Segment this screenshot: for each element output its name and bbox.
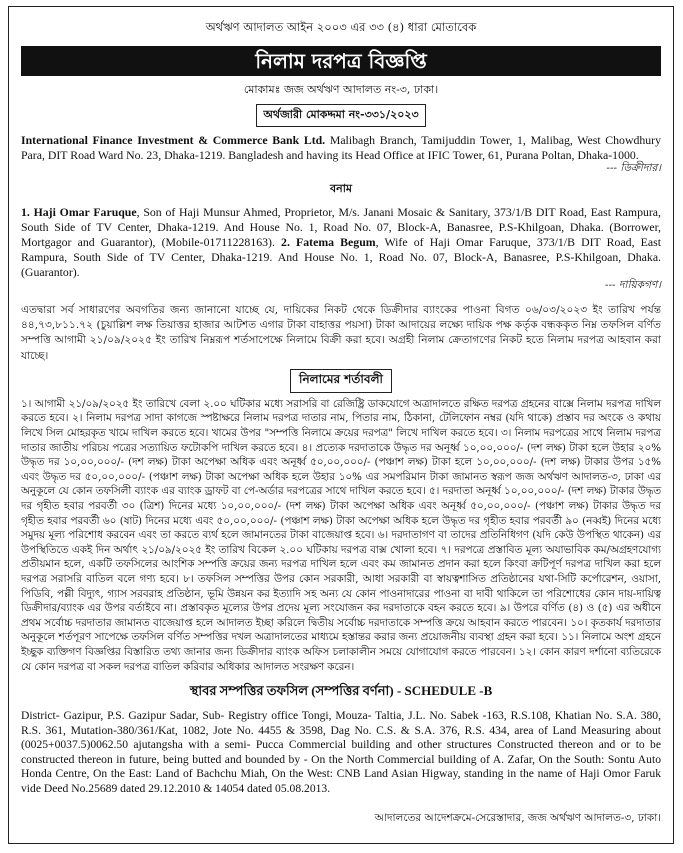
notice-title: নিলাম দরপত্র বিজ্ঞপ্তি: [21, 46, 661, 76]
terms-heading-wrap: [21, 368, 661, 393]
case-number-wrap: [21, 100, 661, 127]
terms-heading: নিলামের শর্তাবলী: [290, 369, 392, 393]
case-number: অর্থজারী মোকদ্দমা নং-৩৩১/২০২৩: [256, 104, 425, 127]
act-line: অর্থঋণ আদালত আইন ২০০৩ এর ৩৩ (৪) ধারা মোতাবেক: [205, 20, 477, 34]
defendant-1-details: , Son of Haji Munsur Ahmed, Proprietor, M/s. Janani Mosaic & Sanitary, 373/1/B DIT Road, East Rampura, South Side of TV Center, Dhaka-1219. And House No. 1, Road No. 07, Block-A, Banasree, P.S-Khilgoan, Dhaka. (Borrower, Mortgagor and Guarantor), (Mobile-01711228163).: [21, 205, 661, 249]
schedule-heading: [21, 682, 661, 703]
plaintiff-name: International Finance Investment & Commerce Bank Ltd.: [21, 133, 326, 147]
defendant-2-name: 2. Fatema Begum: [281, 235, 376, 249]
defendants-block: [21, 205, 661, 280]
versus-label: বনাম: [330, 182, 352, 195]
defendants-role: --- দায়িকগণ।: [604, 279, 661, 291]
plaintiff-block: [21, 133, 661, 163]
schedule-heading-bn: স্থাবর সম্পত্তির তফসিল (সম্পত্তির বর্ণনা): [189, 683, 394, 699]
notice-page: [8, 6, 674, 844]
schedule-heading-en: - SCHEDULE -B: [393, 683, 493, 699]
terms-paragraph: ১। আগামী ২১/০৯/২০২৫ ইং তারিখে বেলা ২.০০ ঘটিকার মধ্যে সরাসরি বা রেজিষ্ট্রি ডাকযোগে অত্রাদালতে রক্ষিত দরপত্র গ্রহনের বাক্সে নিলাম দরপত্র দাখিল করতে হবে। ২। নিলাম দরপত্র সাদা কাগজে স্পষ্টাক্ষরে নিলাম দরপত্র দাতার নাম, পিতার নাম, ঠিকানা, টেলিফোন নম্বর (যদি থাকে) প্রস্তাব দর অংকে ও কথায় লিখে সিল মোহরকৃত খামে দাখিল করতে হবে। খামের উপর "সম্পত্তি নিলামে ক্রয়ের দরপত্র" লিখে দাখিল করতে হবে। ৩। নিলাম দরপত্রের সাথে নিলাম দরপত্র দাতার জাতীয় পরিচয় পত্রের সত্যায়িত ফটোকপি দাখিল করতে হবে। ৪। প্রত্যেক দরদাতাকে উদ্ধৃত দর অনূর্ধ্ব ১০,০০,০০০/- (দশ লক্ষ) টাকা হলে উহার ২০% উদ্ধৃত দর ১০,০০,০০০/- (দশ লক্ষ) টাকা অপেক্ষা অধিক এবং অনূর্ধ্ব ৫০,০০,০০০/- (পঞ্চাশ লক্ষ) টাকা হলে ১০,০০,০০০/- (দশ লক্ষ) টাকার উপর ১৫% এবং উদ্ধৃত দর ৫০,০০,০০০/- (পঞ্চাশ লক্ষ) টাকা অপেক্ষা অধিক হলে উহার ১০% এর সমপরিমান টাকা জামানত স্বরূপ জজ অর্থঋণ আদালত-৩, ঢাকা এর অনুকূলে যে কোন তফসিলী ব্যাংক এর ব্যাংক ড্রাফট বা পে-অর্ডার দরপত্রের সাথে দাখিল করতে হবে। ৫। দরদাতা অনূর্ধ্ব ১০,০০,০০০/- (দশ লক্ষ) টাকার উদ্ধৃত দর গৃহীত হবার পরবর্তী ৩০ (ত্রিশ) দিনের মধ্যে ১০,০০,০০০/- (দশ লক্ষ) টাকা অপেক্ষা অধিক এবং অনূর্ধ্ব ৫০,০০,০০০/- (পঞ্চাশ লক্ষ) টাকার উদ্ধৃত দর গৃহীত হবার পরবর্তী ৬০ (ষাট) দিনের মধ্যে এবং ৫০,০০,০০০/- (পঞ্চাশ লক্ষ) টাকা অপেক্ষা অধিক হলে উদ্ধৃত দর গৃহীত হবার পরবর্তী ৯০ (নব্বই) দিনের মধ্যে সমুদয় মূল্য পরিশোধ করবেন এবং তা করতে ব্যর্থ হলে জামানতের টাকা বাজেয়াপ্ত হবে। ৬। দরদাতাগণ বা তাদের প্রতিনিধিগণ (যদি কেউ উপস্থিত থাকেন) এর উপস্থিতিতে একই দিন অর্থাৎ ২১/০৯/২০২৫ ইং তারিখ বিকেল ২.০০ ঘটিকায় দরপত্র বাক্স খোলা হবে। ৭। দরপত্রে প্রস্তাবিত মূল্য অযাভাবিক কম/অগ্রহণযোগ্য প্রতীয়মান হলে, একটি তফসিলের আংশিক সম্পত্তি ক্রয়ের জন্য দরপত্র দাখিল হলে এবং কম জামানত প্রদান করা হলে কিংবা ক্রটিপূর্ণ দরপত্র দাখিল করা হলে দরপত্র সরাসরি বাতিল বলে গণ্য হবে। ৮। তফসিল সম্পত্তির উপর কোন সরকারী, আধা সরকারী বা স্বায়ত্বশাসিত প্রতিষ্ঠানের যথা-সিটি কর্পোরেশন, ওয়াসা, পিডিবি, পল্লী বিদ্যুৎ, গ্যাস সরবরাহ প্রতিষ্ঠান, ভূমি উন্নয়ন কর ইত্যাদি সহ অন্য যে কোন পাওনাদারের পাওনা বা দাবী থাকিলে তা পরিশোধের কোন দায়-দায়িত্ব ডিক্রীদার/ব্যাংক এর উপর বর্তাইবে না। প্রস্তাবকৃত মূল্যের উপর প্রদেয় মূল্য সংযোজন কর দরদাতাকে বহন করতে হবে। ৯। উপরে বর্ণিত (৪) ও (৫) এর অধীনে প্রথম সর্বোচ্চ দরদাতার জামানত বাজেয়াপ্ত হলে আদালত ইচ্ছা করিলে দ্বিতীয় সর্বোচ্চ দরদাতাকে সম্পত্তি ক্রয়ে আহবান করতে পারবেন। ১০। কৃতকার্য দরদাতার অনুকূলে শর্তপূরণ সাপেক্ষে তফসিল বর্ণিত সম্পত্তির দখল অত্রাদালতের মাধ্যমে হস্তান্তর করার জন্য প্রয়োজনীয় ব্যবস্থা গ্রহন করা হবে। ১১। নিলামে অংশ গ্রহনে ইচ্ছুক ব্যক্তিগণ বিজ্ঞপ্তির বিস্তারিত তথ্য জানার জন্য ডিক্রীদার ব্যাংক অফিস চলাকালীন সময়ে যোগাযোগ করতে পারবেন। ১২। কোন কারণ দর্শানো ব্যতিরেকে যে কোন দরপত্র বা সকল দরপত্র বাতিল করিবার অধিকার আদালত সংরক্ষণ করেন।: [21, 397, 661, 673]
plaintiff-details: Malibagh Branch, Tamijuddin Tower, 1, Malibag, West Chowdhury Para, DIT Road Ward No. 23, Dhaka-1219. Bangladesh and having its Head Office at IFIC Tower, 61, Purana Poltan, Dhaka-1000.: [21, 133, 661, 162]
notice-paragraph: এতদ্বারা সর্ব সাধারণের অবগতির জন্য জানানো যাচ্ছে যে, দায়িকের নিকট থেকে ডিক্রীদার ব্যাংকের পাওনা বিগত ০৬/০৩/২০২৩ ইং তারিখ পর্যন্ত ৪৪,৭৩,৮১১.৭২ (চুয়াল্লিশ লক্ষ তিয়াত্তর হাজার আটশত এগার টাকা বাহাত্তর পয়সা) টাকা আদায়ের লক্ষ্যে দায়িক পক্ষ কর্তৃক বন্ধককৃত নিম্ন তফসিল বর্ণিত সম্পত্তি আগামী ২১/০৯/২০২৫ ইং তারিখ নিম্নরূপ শর্তসাপেক্ষে নিলামে বিক্রী করা হবে। অগ্রহী নিলাম ক্রেতাগণের নিকট হতে নিলাম দরপত্র আহবান করা যাচ্ছে।: [21, 304, 662, 362]
schedule-text: District- Gazipur, P.S. Gazipur Sadar, Sub- Registry office Tongi, Mouza- Taltia, J.L. No. Sabek -163, R.S.108, Khatian No. S.A. 380, R.S. 361, Mutation-380/361/Kat, 1082, Jote No. 4455 & 3598, Dag No. C.S. & S.A. 376, R.S. 434, area of Land Measuring about (0025+0037.5)0062.50 ajutangsha with a semi- Pucca Commercial building and other structures Constructed thereon and or to be constructed thereon in future, being butted and bounded by - On the North Commercial building of A. Zafar, On the South: Sontu Auto Honda Centre, On the East: Land of Bachchu Miah, On the West: CNB Land Asian Higway, standing in the name of Haji Omor Faruk vide Deed No.25689 dated 29.12.2010 & 14054 dated 05.08.2013.: [21, 709, 661, 796]
plaintiff-role: --- ডিক্রীদার।: [606, 162, 661, 174]
defendant-2-details: , Wife of Haji Omar Faruque, 373/1/B DIT Road, East Rampura, South Side of TV Center, Dhaka-1219. And House No. 1, Road No. 07, Block-A, Banasree, P.S-Khilgoan, Dhaka. (Guarantor).: [21, 235, 661, 279]
footer-signature: আদালতের আদেশক্রমে-সেরেস্তাদার, জজ অর্থঋণ আদালত-৩, ঢাকা।: [374, 811, 661, 824]
court-name: মোকামঃ জজ অর্থঋণ আদালত নং-৩, ঢাকা।: [243, 83, 439, 96]
defendant-1-name: 1. Haji Omar Faruque: [21, 205, 137, 219]
